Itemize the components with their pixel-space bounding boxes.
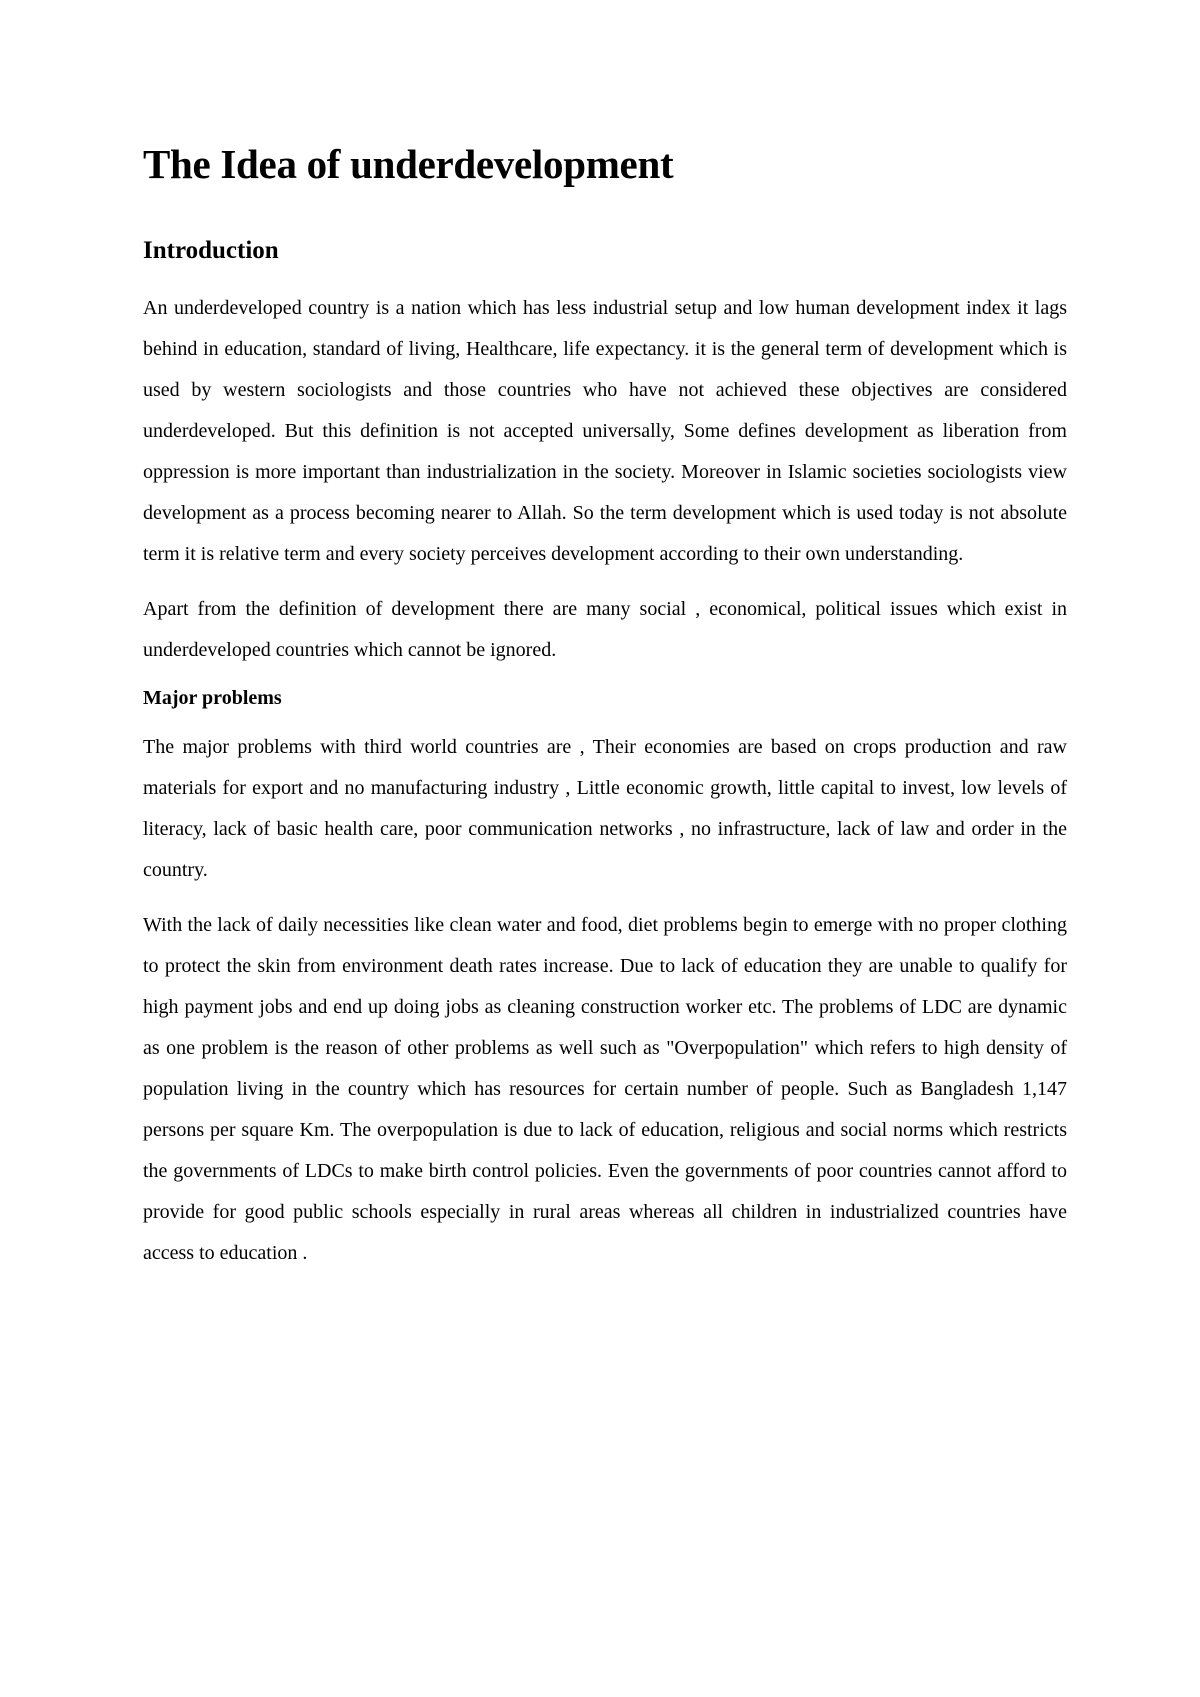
- major-problems-paragraph-1: The major problems with third world countries are , Their economies are based on crops production and raw materials for export and no manufacturing industry , Little economic growth, little capital to invest, low levels of literacy, lack of basic health care, poor communication networks , no infrastructure, lack of law and order in the country.: [143, 735, 1067, 881]
- section-heading-introduction: Introduction: [143, 237, 279, 265]
- section-heading-major-problems: Major problems: [143, 686, 282, 709]
- introduction-paragraph-2: Apart from the definition of development there are many social , economical, political issues which exist in underdeveloped countries which cannot be ignored.: [143, 597, 1067, 661]
- major-problems-paragraph-2: With the lack of daily necessities like clean water and food, diet problems begin to emerge with no proper clothing to protect the skin from environment death rates increase. Due to lack of education they are unable to qualify for high payment jobs and end up doing jobs as cleaning construction worker etc. The problems of LDC are dynamic as one problem is the reason of other problems as well such as "Overpopulation" which refers to high density of population living in the country which has resources for certain number of people. Such as Bangladesh 1,147 persons per square Km. The overpopulation is due to lack of education, religious and social norms which restricts the governments of LDCs to make birth control policies. Even the governments of poor countries cannot afford to provide for good public schools especially in rural areas whereas all children in industrialized countries have access to education .: [143, 913, 1067, 1264]
- introduction-paragraph-1: An underdeveloped country is a nation which has less industrial setup and low human development index it lags behind in education, standard of living, Healthcare, life expectancy. it is the general term of development which is used by western sociologists and those countries who have not achieved these objectives are considered underdeveloped. But this definition is not accepted universally, Some defines development as liberation from oppression is more important than industrialization in the society. Moreover in Islamic societies sociologists view development as a process becoming nearer to Allah. So the term development which is used today is not absolute term it is relative term and every society perceives development according to their own understanding.: [143, 296, 1067, 565]
- document-title: The Idea of underdevelopment: [143, 141, 674, 187]
